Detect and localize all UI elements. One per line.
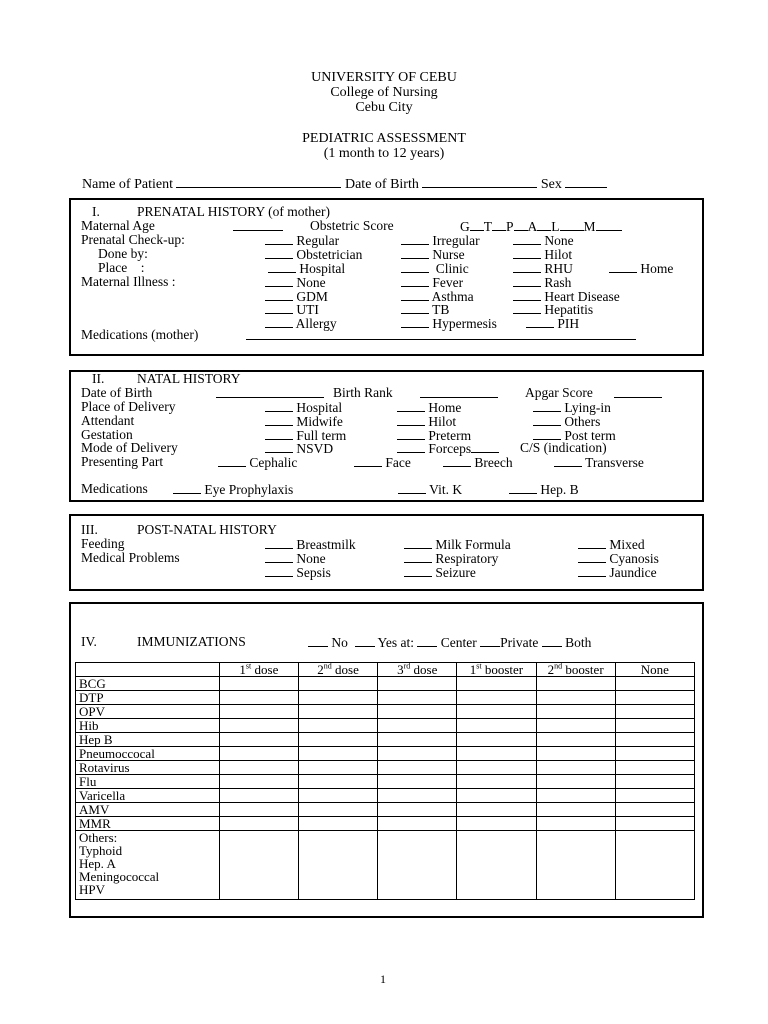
vaccine-name: Pneumoccocal xyxy=(76,747,220,761)
table-row xyxy=(76,761,695,775)
vaccine-name: DTP xyxy=(76,691,220,705)
vaccine-name: AMV xyxy=(76,803,220,817)
dose-cell[interactable] xyxy=(219,705,298,719)
attendant-others-option[interactable]: Others xyxy=(533,414,600,429)
presenting-cephalic-option[interactable]: Cephalic xyxy=(218,455,297,470)
dose-cell[interactable] xyxy=(378,677,457,691)
dose-cell[interactable] xyxy=(615,803,694,817)
dose-cell[interactable] xyxy=(219,691,298,705)
illness-pih-option[interactable]: PIH xyxy=(526,316,579,331)
gestation-post-term-option[interactable]: Post term xyxy=(533,428,616,443)
table-row-others xyxy=(76,831,695,900)
maternal-age-field[interactable] xyxy=(233,219,283,231)
feeding-label: Feeding xyxy=(81,536,125,551)
maternal-age-label: Maternal Age xyxy=(81,218,155,233)
done-by-label: Done by: xyxy=(98,246,148,261)
date-of-birth-label: Date of Birth xyxy=(344,177,419,192)
obstetric-score-label: Obstetric Score xyxy=(310,218,394,233)
dose-cell[interactable] xyxy=(615,775,694,789)
place-rhu-option[interactable]: RHU xyxy=(513,261,573,276)
dose-cell[interactable] xyxy=(298,705,377,719)
dose-cell[interactable] xyxy=(457,719,536,733)
attendant-hilot-option[interactable]: Hilot xyxy=(397,414,456,429)
vaccine-name: Rotavirus xyxy=(76,761,220,775)
dose-cell[interactable] xyxy=(298,719,377,733)
doneby-obstetrician-option[interactable]: Obstetrician xyxy=(265,247,362,262)
dose-cell[interactable] xyxy=(378,775,457,789)
dose-cell[interactable] xyxy=(298,691,377,705)
others-vaccine-item: Others: xyxy=(79,830,118,845)
problem-jaundice-option[interactable]: Jaundice xyxy=(578,565,657,580)
dose-cell[interactable] xyxy=(298,733,377,747)
place-of-delivery-label: Place of Delivery xyxy=(81,399,176,414)
date-of-birth-field[interactable] xyxy=(422,176,537,188)
gtpalm-fields[interactable]: G T P A L M xyxy=(460,219,622,234)
name-of-patient-label: Name of Patient xyxy=(82,177,173,192)
delivery-lying-in-option[interactable]: Lying-in xyxy=(533,400,611,415)
feeding-milk-formula-option[interactable]: Milk Formula xyxy=(404,537,511,552)
dose-cell[interactable] xyxy=(219,747,298,761)
vaccine-name: Flu xyxy=(76,775,220,789)
dose-cell[interactable] xyxy=(615,705,694,719)
illness-allergy-option[interactable]: Allergy xyxy=(265,316,337,331)
place-hospital-option[interactable]: Hospital xyxy=(268,261,345,276)
immunizations-heading: IMMUNIZATIONS xyxy=(137,634,246,649)
page-number: 1 xyxy=(380,972,386,986)
illness-uti-option[interactable]: UTI xyxy=(265,302,319,317)
university-name: UNIVERSITY OF CEBU xyxy=(311,70,457,85)
table-row xyxy=(76,775,695,789)
doneby-nurse-option[interactable]: Nurse xyxy=(401,247,465,262)
dose-cell[interactable] xyxy=(615,719,694,733)
medications-mother-field[interactable] xyxy=(246,328,636,340)
gestation-preterm-option[interactable]: Preterm xyxy=(397,428,471,443)
illness-heart-disease-option[interactable]: Heart Disease xyxy=(513,289,620,304)
others-vaccines xyxy=(76,831,220,900)
dose-cell[interactable] xyxy=(378,761,457,775)
patient-info-line xyxy=(82,176,607,192)
birth-rank-label: Birth Rank xyxy=(333,385,393,400)
mode-of-delivery-label: Mode of Delivery xyxy=(81,440,178,455)
prenatal-heading: PRENATAL HISTORY (of mother) xyxy=(137,204,331,219)
illness-fever-option[interactable]: Fever xyxy=(401,275,463,290)
immunizations-heading-num: IV. xyxy=(81,634,97,649)
others-vaccine-item: HPV xyxy=(79,882,106,897)
dose-cell[interactable] xyxy=(536,733,615,747)
sex-label: Sex xyxy=(540,177,562,192)
dose-cell[interactable] xyxy=(219,761,298,775)
place-label: Place : xyxy=(98,260,145,275)
dose-cell[interactable] xyxy=(298,747,377,761)
vaccine-name: Hib xyxy=(76,719,220,733)
vaccine-name: Varicella xyxy=(76,789,220,803)
checkup-irregular-option[interactable]: Irregular xyxy=(401,233,480,248)
natal-dob-label: Date of Birth xyxy=(81,385,153,400)
med-eye-prophylaxis-option[interactable]: Eye Prophylaxis xyxy=(173,482,293,497)
dose-cell[interactable] xyxy=(457,817,536,831)
dose-cell[interactable] xyxy=(615,789,694,803)
dose-cell[interactable] xyxy=(298,677,377,691)
name-of-patient-field[interactable] xyxy=(176,176,341,188)
dose-cell[interactable] xyxy=(457,761,536,775)
dose-cell[interactable] xyxy=(615,817,694,831)
dose-cell[interactable] xyxy=(219,775,298,789)
attendant-midwife-option[interactable]: Midwife xyxy=(265,414,343,429)
col-2nd-booster: 2nd booster xyxy=(536,663,615,677)
sex-field[interactable] xyxy=(565,176,607,188)
dose-cell[interactable] xyxy=(615,733,694,747)
med-vit-k-option[interactable]: Vit. K xyxy=(398,482,462,497)
natal-heading: NATAL HISTORY xyxy=(137,371,241,386)
table-row xyxy=(76,691,695,705)
college-name: College of Nursing xyxy=(330,85,438,100)
illness-tb-option[interactable]: TB xyxy=(401,302,449,317)
dose-cell[interactable] xyxy=(378,747,457,761)
page-title: PEDIATRIC ASSESSMENT xyxy=(302,131,466,146)
mode-forceps-option[interactable]: Forceps xyxy=(397,441,499,456)
dose-cell[interactable] xyxy=(457,831,536,900)
presenting-breech-option[interactable]: Breech xyxy=(443,455,513,470)
problem-respiratory-option[interactable]: Respiratory xyxy=(404,551,498,566)
feeding-breastmilk-option[interactable]: Breastmilk xyxy=(265,537,356,552)
dose-cell[interactable] xyxy=(298,831,377,900)
dose-cell[interactable] xyxy=(536,831,615,900)
col-1st-dose: 1st dose xyxy=(219,663,298,677)
dose-cell[interactable] xyxy=(378,817,457,831)
dose-cell[interactable] xyxy=(615,747,694,761)
dose-cell[interactable] xyxy=(615,761,694,775)
dose-cell[interactable] xyxy=(298,817,377,831)
place-home-option[interactable]: Home xyxy=(609,261,673,276)
table-row xyxy=(76,677,695,691)
illness-hypermesis-option[interactable]: Hypermesis xyxy=(401,316,497,331)
dose-cell[interactable] xyxy=(536,691,615,705)
problem-none-option[interactable]: None xyxy=(265,551,326,566)
vaccine-name: OPV xyxy=(76,705,220,719)
dose-cell[interactable] xyxy=(457,789,536,803)
dose-cell[interactable] xyxy=(457,747,536,761)
med-hep-b-option[interactable]: Hep. B xyxy=(509,482,579,497)
natal-heading-num: II. xyxy=(92,371,105,386)
dose-cell[interactable] xyxy=(536,677,615,691)
table-row xyxy=(76,803,695,817)
dose-cell[interactable] xyxy=(457,705,536,719)
attendant-label: Attendant xyxy=(81,413,135,428)
table-row xyxy=(76,817,695,831)
table-row xyxy=(76,719,695,733)
others-vaccine-item: Hep. A xyxy=(79,856,116,871)
dose-cell[interactable] xyxy=(536,719,615,733)
medications-mother-label: Medications (mother) xyxy=(81,327,199,342)
dose-cell[interactable] xyxy=(219,789,298,803)
gestation-full-term-option[interactable]: Full term xyxy=(265,428,346,443)
natal-dob-field[interactable] xyxy=(216,386,324,398)
delivery-hospital-option[interactable]: Hospital xyxy=(265,400,342,415)
medical-problems-label: Medical Problems xyxy=(81,550,180,565)
vaccine-name: Hep B xyxy=(76,733,220,747)
presenting-transverse-option[interactable]: Transverse xyxy=(554,455,644,470)
dose-cell[interactable] xyxy=(219,831,298,900)
dose-cell[interactable] xyxy=(378,733,457,747)
place-clinic-option[interactable]: Clinic xyxy=(401,261,469,276)
dose-cell[interactable] xyxy=(298,775,377,789)
illness-asthma-option[interactable]: Asthma xyxy=(401,289,474,304)
dose-cell[interactable] xyxy=(536,761,615,775)
dose-cell[interactable] xyxy=(536,705,615,719)
illness-none-option[interactable]: None xyxy=(265,275,326,290)
doneby-hilot-option[interactable]: Hilot xyxy=(513,247,572,262)
illness-rash-option[interactable]: Rash xyxy=(513,275,571,290)
checkup-regular-option[interactable]: Regular xyxy=(265,233,339,248)
checkup-none-option[interactable]: None xyxy=(513,233,574,248)
dose-cell[interactable] xyxy=(457,733,536,747)
prenatal-heading-num: I. xyxy=(92,204,100,219)
postnatal-heading-num: III. xyxy=(81,522,98,537)
dose-cell[interactable] xyxy=(298,761,377,775)
dose-cell[interactable] xyxy=(615,677,694,691)
immunization-table xyxy=(75,662,695,900)
page-subtitle: (1 month to 12 years) xyxy=(323,146,445,161)
presenting-face-option[interactable]: Face xyxy=(354,455,411,470)
natal-medications-label: Medications xyxy=(81,481,148,496)
dose-cell[interactable] xyxy=(298,789,377,803)
dose-cell[interactable] xyxy=(219,817,298,831)
mode-cs-option[interactable]: C/S (indication) xyxy=(520,440,607,455)
postnatal-heading: POST-NATAL HISTORY xyxy=(137,522,277,537)
immunization-header-row xyxy=(76,663,695,677)
others-vaccine-item: Meningococcal xyxy=(79,869,160,884)
table-row xyxy=(76,747,695,761)
problem-cyanosis-option[interactable]: Cyanosis xyxy=(578,551,659,566)
presenting-part-label: Presenting Part xyxy=(81,454,164,469)
vaccine-name: MMR xyxy=(76,817,220,831)
others-vaccine-item: Typhoid xyxy=(79,843,123,858)
dose-cell[interactable] xyxy=(536,747,615,761)
dose-cell[interactable] xyxy=(536,775,615,789)
dose-cell[interactable] xyxy=(378,831,457,900)
dose-cell[interactable] xyxy=(378,691,457,705)
illness-gdm-option[interactable]: GDM xyxy=(265,289,328,304)
table-row xyxy=(76,733,695,747)
apgar-score-field[interactable] xyxy=(614,386,662,398)
dose-cell[interactable] xyxy=(298,803,377,817)
prenatal-checkup-label: Prenatal Check-up: xyxy=(81,232,185,247)
city-name: Cebu City xyxy=(355,100,413,115)
feeding-mixed-option[interactable]: Mixed xyxy=(578,537,645,552)
birth-rank-field[interactable] xyxy=(420,386,498,398)
dose-cell[interactable] xyxy=(378,705,457,719)
mode-nsvd-option[interactable]: NSVD xyxy=(265,441,333,456)
dose-cell[interactable] xyxy=(378,719,457,733)
dose-cell[interactable] xyxy=(219,733,298,747)
vaccine-name: BCG xyxy=(76,677,220,691)
immunizations-status-options[interactable]: No Yes at: Center Private Both xyxy=(308,635,591,650)
col-1st-booster: 1st booster xyxy=(457,663,536,677)
table-row xyxy=(76,705,695,719)
apgar-score-label: Apgar Score xyxy=(525,385,593,400)
dose-cell[interactable] xyxy=(219,677,298,691)
problem-seizure-option[interactable]: Seizure xyxy=(404,565,476,580)
dose-cell[interactable] xyxy=(536,803,615,817)
dose-cell[interactable] xyxy=(378,803,457,817)
dose-cell[interactable] xyxy=(457,803,536,817)
dose-cell[interactable] xyxy=(615,691,694,705)
dose-cell[interactable] xyxy=(457,775,536,789)
dose-cell[interactable] xyxy=(219,719,298,733)
maternal-illness-label: Maternal Illness : xyxy=(81,274,176,289)
dose-cell[interactable] xyxy=(457,691,536,705)
problem-sepsis-option[interactable]: Sepsis xyxy=(265,565,331,580)
col-2nd-dose: 2nd dose xyxy=(298,663,377,677)
col-none: None xyxy=(615,663,694,677)
table-row xyxy=(76,789,695,803)
dose-cell[interactable] xyxy=(378,789,457,803)
dose-cell[interactable] xyxy=(219,803,298,817)
delivery-home-option[interactable]: Home xyxy=(397,400,461,415)
dose-cell[interactable] xyxy=(615,831,694,900)
dose-cell[interactable] xyxy=(457,677,536,691)
dose-cell[interactable] xyxy=(536,817,615,831)
dose-cell[interactable] xyxy=(536,789,615,803)
gestation-label: Gestation xyxy=(81,427,133,442)
col-3rd-dose: 3rd dose xyxy=(378,663,457,677)
illness-hepatitis-option[interactable]: Hepatitis xyxy=(513,302,593,317)
